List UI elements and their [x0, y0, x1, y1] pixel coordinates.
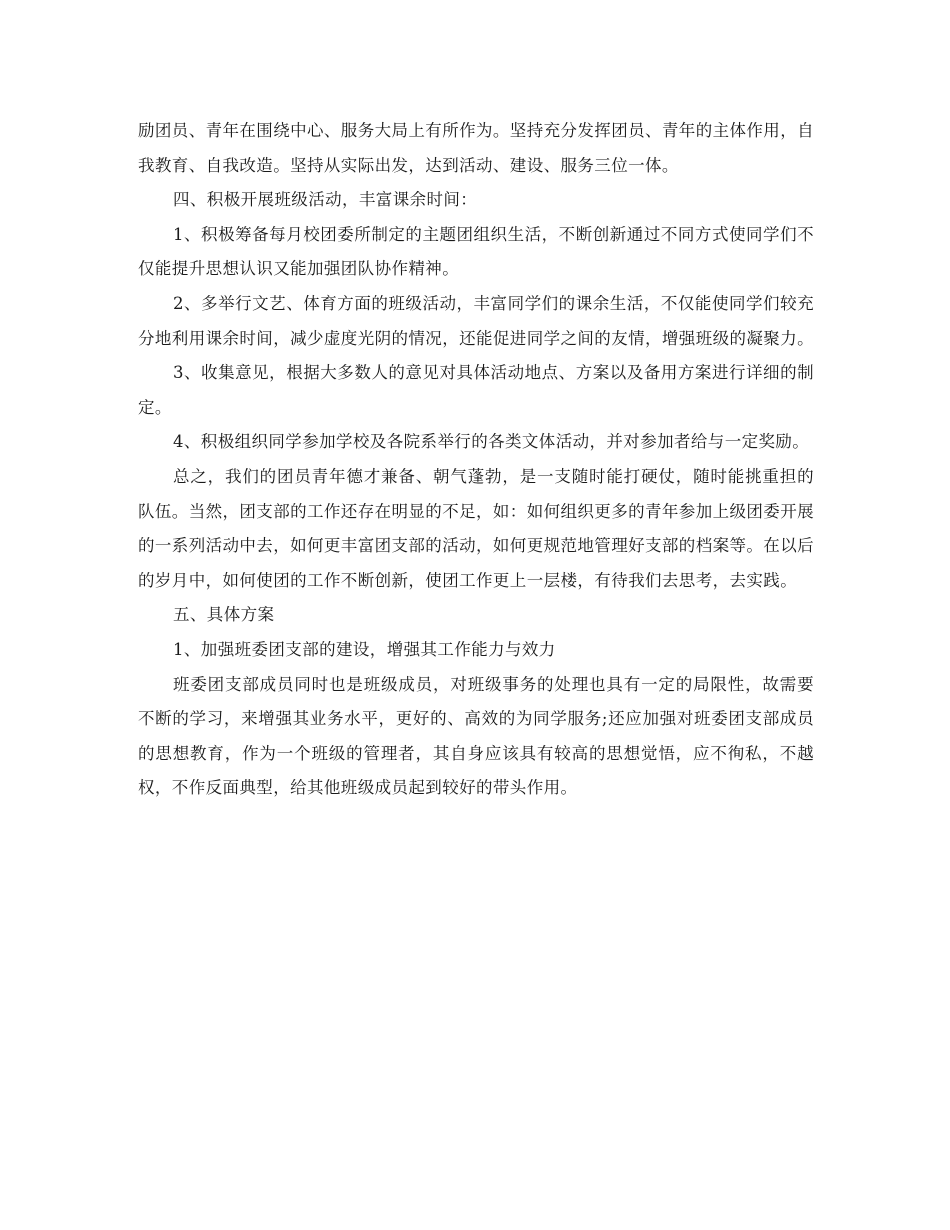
list-item-2: 2、多举行文艺、体育方面的班级活动，丰富同学们的课余生活，不仅能使同学们较充分地利用课余时间，减少虚度光阴的情况，还能促进同学之间的友情，增强班级的凝聚力。: [138, 293, 814, 348]
summary-paragraph: 总之，我们的团员青年德才兼备、朝气蓬勃，是一支随时能打硬仗，随时能挑重担的队伍。当然，团支部的工作还存在明显的不足，如：如何组织更多的青年参加上级团委开展的一系列活动中去，如何更丰富团支部的活动，如何更规范地管理好支部的档案等。在以后的岁月中，如何使团的工作不断创新，使团工作更上一层楼，有待我们去思考，去实践。: [138, 466, 814, 590]
list-item-3: 3、收集意见，根据大多数人的意见对具体活动地点、方案以及备用方案进行详细的制定。: [138, 363, 814, 417]
section-heading-4: 四、积极开展班级活动，丰富课余时间：: [173, 190, 478, 210]
document-page: [138, 114, 814, 806]
list-item-1: 1、积极筹备每月校团委所制定的主题团组织生活，不断创新通过不同方式使同学们不仅能提升思想认识又能加强团队协作精神。: [138, 224, 814, 279]
subsection-heading-1: 1、加强班委团支部的建设，增强其工作能力与效力: [173, 639, 556, 659]
list-item-4: 4、积极组织同学参加学校及各院系举行的各类文体活动，并对参加者给与一定奖励。: [173, 432, 810, 452]
section-heading-5: 五、具体方案: [173, 605, 275, 625]
paragraph-continuation: 励团员、青年在围绕中心、服务大局上有所作为。坚持充分发挥团员、青年的主体作用，自我教育、自我改造。坚持从实际出发，达到活动、建设、服务三位一体。: [138, 121, 814, 175]
body-paragraph: 班委团支部成员同时也是班级成员，对班级事务的处理也具有一定的局限性，故需要不断的学习，来增强其业务水平，更好的、高效的为同学服务;还应加强对班委团支部成员的思想教育，作为一个班级的管理者，其自身应该具有较高的思想觉悟，应不徇私，不越权，不作反面典型，给其他班级成员起到较好的带头作用。: [138, 674, 814, 798]
